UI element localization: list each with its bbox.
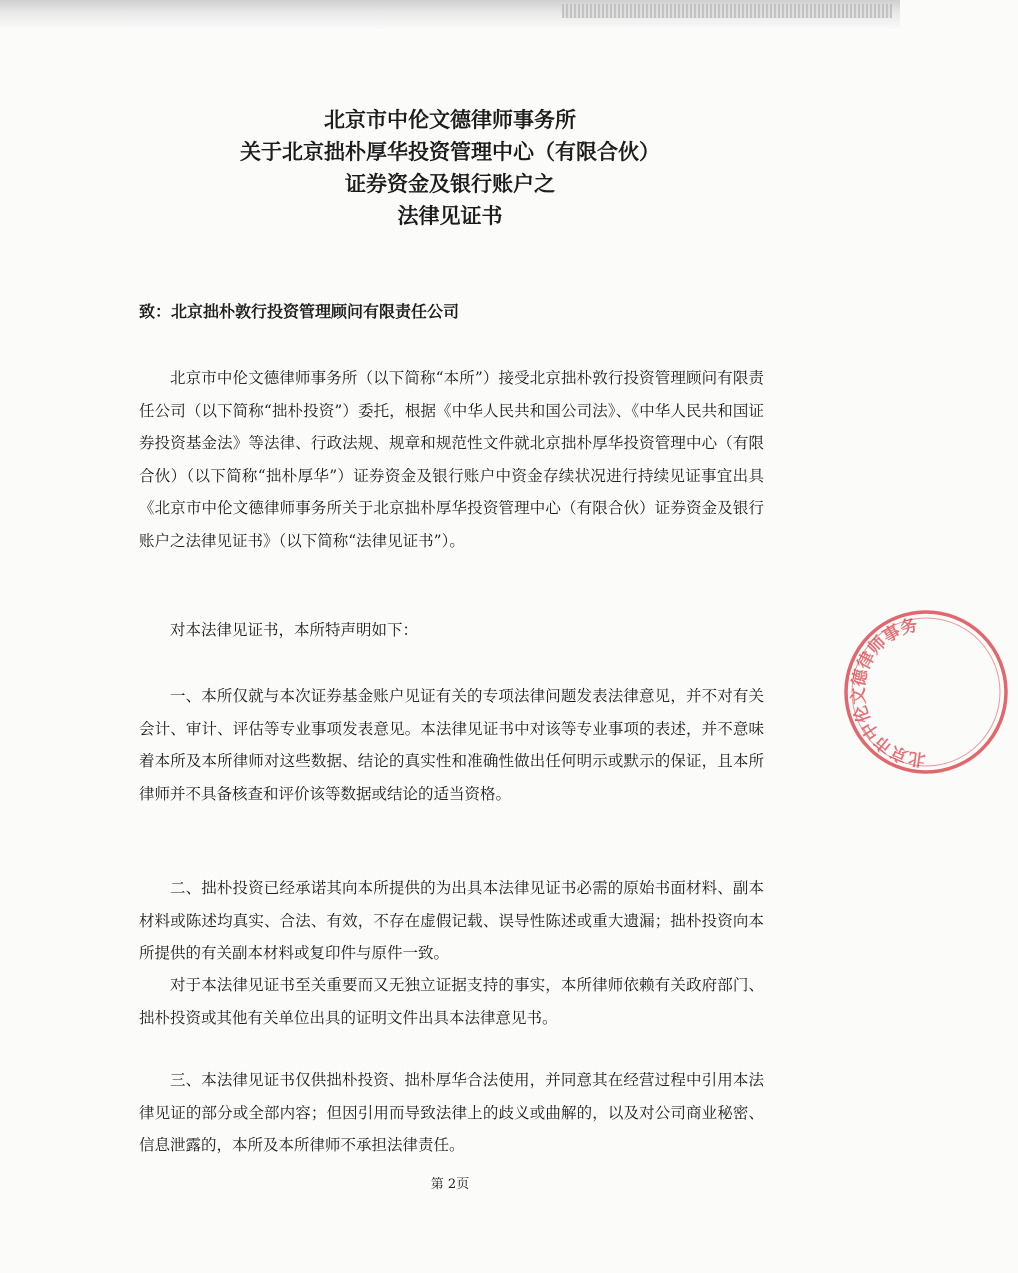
seal-text: 北京市中伦文德律师事务 <box>848 615 927 770</box>
title-line-1: 北京市中伦文德律师事务所 <box>324 107 576 132</box>
declaration-paragraph: 对本法律见证书，本所特声明如下： <box>170 621 419 639</box>
title-line-3: 证券资金及银行账户之 <box>345 171 555 196</box>
seal-stamp-icon <box>838 604 927 780</box>
addressee: 致：北京拙朴敦行投资管理顾问有限责任公司 <box>139 302 460 321</box>
item-1-paragraph: 一、本所仅就与本次证券基金账户见证有关的专项法律问题发表法律意见，并不对有关会计、审计、评估等专业事项发表意见。本法律见证书中对该等专业事项的表述，并不意味着本所及本所律师对这些数据、结论的真实性和准确性做出任何明示或默示的保证，且本所律师并不具备核查和评价该等数据或结论的适当资格。 <box>139 687 764 803</box>
title-line-2: 关于北京拙朴厚华投资管理中心（有限合伙） <box>240 139 660 164</box>
item-2-continuation-paragraph: 对于本法律见证书至关重要而又无独立证据支持的事实，本所律师依赖有关政府部门、拙朴投资或其他有关单位出具的证明文件出具本法律意见书。 <box>139 976 764 1027</box>
intro-paragraph: 北京市中伦文德律师事务所（以下简称“本所”）接受北京拙朴敦行投资管理顾问有限责任公司（以下简称“拙朴投资”）委托，根据《中华人民共和国公司法》、《中华人民共和国证券投资基金法》等法律、行政法规、规章和规范性文件就北京拙朴厚华投资管理中心（有限合伙）（以下简称“拙朴厚华”）证券资金及银行账户中资金存续状况进行持续见证事宜出具《北京市中伦文德律师事务所关于北京拙朴厚华投资管理中心（有限合伙）证券资金及银行账户之法律见证书》（以下简称“法律见证书”）。 <box>139 369 764 550</box>
item-3-paragraph: 三、本法律见证书仅供拙朴投资、拙朴厚华合法使用，并同意其在经营过程中引用本法律见证的部分或全部内容；但因引用而导致法律上的歧义或曲解的，以及对公司商业秘密、信息泄露的，本所及本所律师不承担法律责任。 <box>139 1071 764 1154</box>
document-title <box>0 104 900 232</box>
scan-artifact <box>562 4 892 18</box>
scan-top-edge <box>0 0 900 30</box>
page-number: 第 2页 <box>430 1177 470 1192</box>
seal-outer-ring <box>846 612 1006 772</box>
seal-graphic <box>838 604 1018 780</box>
item-2-paragraph: 二、拙朴投资已经承诺其向本所提供的为出具本法律见证书必需的原始书面材料、副本材料或陈述均真实、合法、有效，不存在虚假记载、误导性陈述或重大遗漏；拙朴投资向本所提供的有关副本材料或复印件与原件一致。 <box>139 879 764 962</box>
title-line-4: 法律见证书 <box>397 203 503 228</box>
